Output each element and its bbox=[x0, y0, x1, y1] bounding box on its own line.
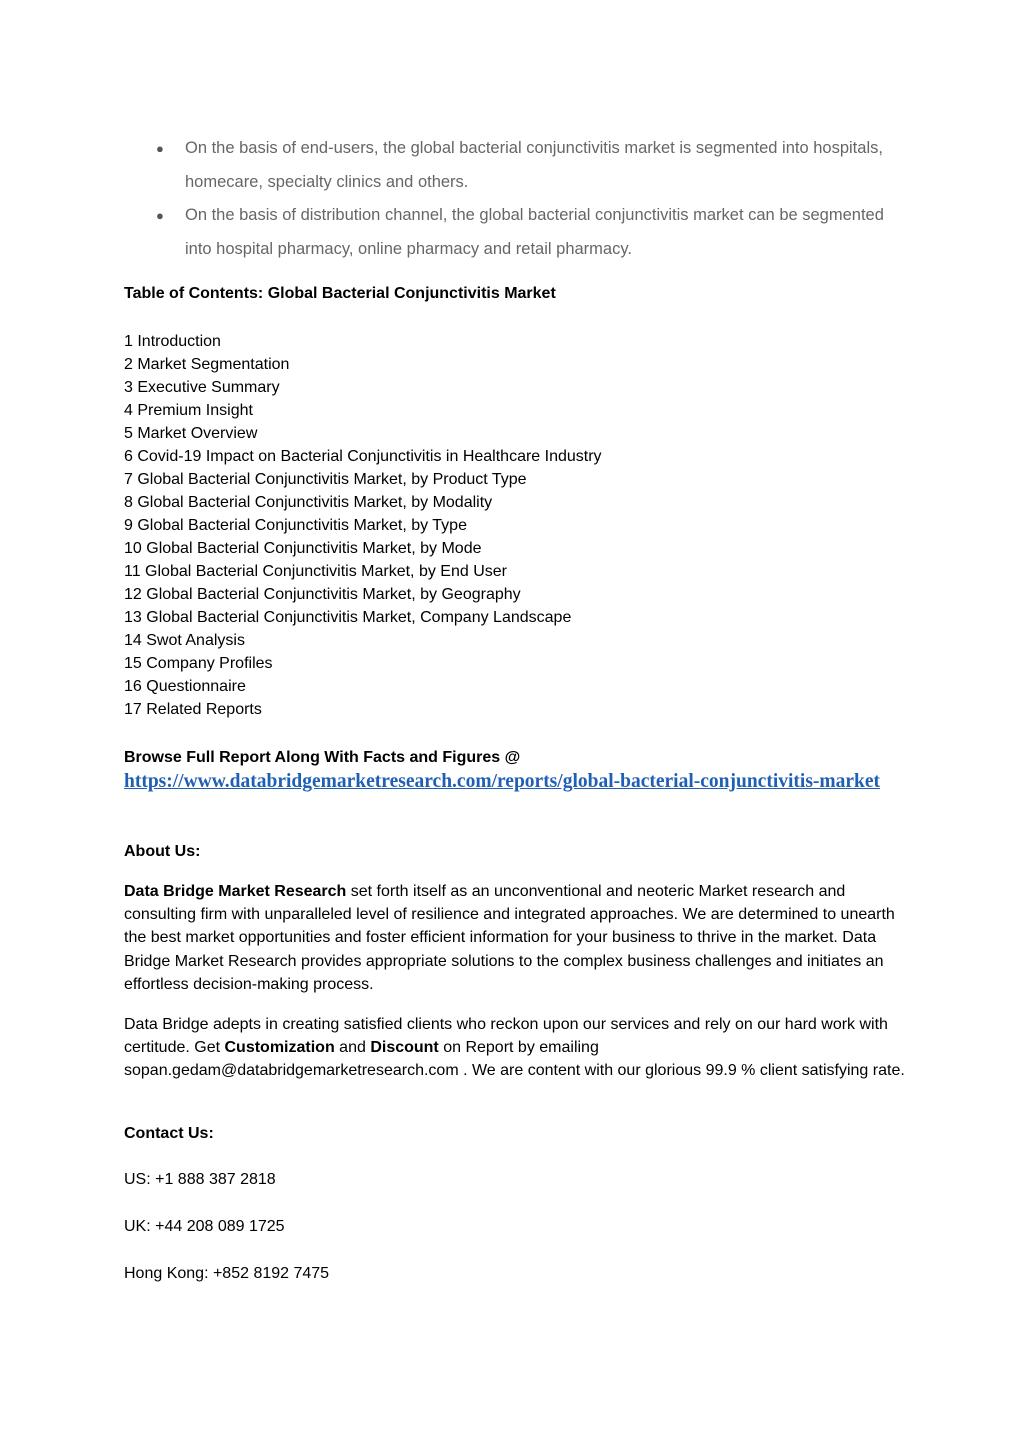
toc-item: 6 Covid-19 Impact on Bacterial Conjunctivitis in Healthcare Industry bbox=[124, 448, 602, 465]
segmentation-bullet-list bbox=[150, 132, 890, 266]
toc-item: 10 Global Bacterial Conjunctivitis Market, by Mode bbox=[124, 540, 482, 557]
toc-heading: Table of Contents: Global Bacterial Conjunctivitis Market bbox=[124, 285, 556, 302]
paragraph-text: on Report by emailing sopan.gedam@databridgemarketresearch.com . We are content with our glorious 99.9 % client satisfying rate. bbox=[124, 1039, 905, 1080]
toc-item: 14 Swot Analysis bbox=[124, 632, 245, 649]
toc-item: 4 Premium Insight bbox=[124, 402, 253, 419]
toc-item: 3 Executive Summary bbox=[124, 379, 280, 396]
paragraph-text: and bbox=[334, 1039, 371, 1057]
discount-label: Discount bbox=[370, 1039, 439, 1057]
bullet-text: On the basis of distribution channel, the global bacterial conjunctivitis market can be segmented into hospital pharmacy, online pharmacy and retail pharmacy. bbox=[185, 206, 884, 258]
toc-item: 5 Market Overview bbox=[124, 425, 258, 442]
about-text: set forth itself as an unconventional and neoteric Market research and consulting firm with unparalleled level of resilience and integrated approaches. We are determined to unearth the best market opportunities and foster efficient information for your business to thrive in the market. Data Bridge Market Research provides appropriate solutions to the complex business challenges and initiates an effortless decision-making process. bbox=[124, 883, 895, 993]
customization-paragraph bbox=[124, 1013, 914, 1083]
customization-label: Customization bbox=[224, 1039, 335, 1057]
list-item bbox=[150, 132, 890, 199]
contact-hk-phone: Hong Kong: +852 8192 7475 bbox=[124, 1265, 330, 1282]
toc-item: 13 Global Bacterial Conjunctivitis Market, Company Landscape bbox=[124, 609, 572, 626]
toc-item: 11 Global Bacterial Conjunctivitis Market, by End User bbox=[124, 563, 507, 580]
toc-item: 15 Company Profiles bbox=[124, 655, 273, 672]
toc-list bbox=[124, 330, 914, 721]
toc-item: 17 Related Reports bbox=[124, 701, 262, 718]
toc-item: 1 Introduction bbox=[124, 333, 221, 350]
report-link[interactable]: https://www.databridgemarketresearch.com/reports/global-bacterial-conjunctivitis-market bbox=[124, 771, 881, 792]
toc-item: 16 Questionnaire bbox=[124, 678, 246, 695]
bullet-icon: ● bbox=[156, 208, 164, 223]
contact-uk-phone: UK: +44 208 089 1725 bbox=[124, 1218, 285, 1235]
toc-item: 8 Global Bacterial Conjunctivitis Market, by Modality bbox=[124, 494, 493, 511]
bullet-text: On the basis of end-users, the global bacterial conjunctivitis market is segmented into hospitals, homecare, specialty clinics and others. bbox=[185, 139, 883, 191]
company-name: Data Bridge Market Research bbox=[124, 883, 347, 900]
toc-item: 9 Global Bacterial Conjunctivitis Market, by Type bbox=[124, 517, 467, 534]
list-item bbox=[150, 199, 890, 266]
browse-label: Browse Full Report Along With Facts and Figures @ bbox=[124, 749, 521, 766]
toc-item: 12 Global Bacterial Conjunctivitis Market, by Geography bbox=[124, 586, 521, 603]
about-paragraph bbox=[124, 880, 914, 996]
contact-us-phone: US: +1 888 387 2818 bbox=[124, 1171, 276, 1188]
bullet-icon: ● bbox=[156, 141, 164, 156]
paragraph-text: Data Bridge adepts in creating satisfied clients who reckon upon our services and rely on our hard work with certitude. Get bbox=[124, 1016, 888, 1057]
toc-item: 7 Global Bacterial Conjunctivitis Market, by Product Type bbox=[124, 471, 527, 488]
toc-item: 2 Market Segmentation bbox=[124, 356, 290, 373]
about-heading: About Us: bbox=[124, 843, 201, 860]
contact-heading: Contact Us: bbox=[124, 1125, 214, 1142]
